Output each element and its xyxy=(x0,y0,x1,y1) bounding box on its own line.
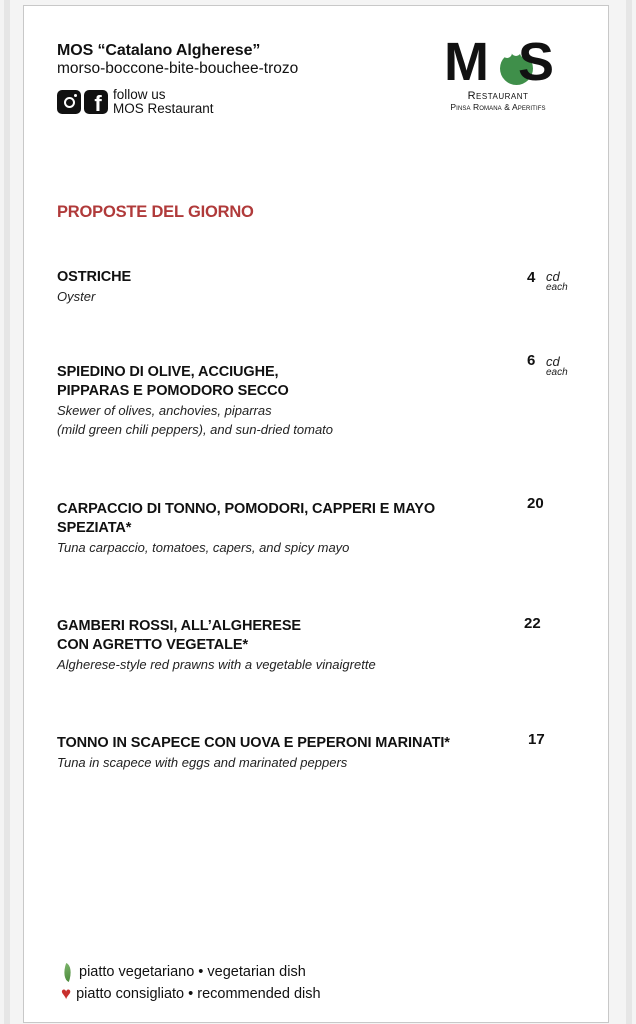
restaurant-tagline: morso-boccone-bite-bouchee-trozo xyxy=(57,60,299,77)
price-unit xyxy=(546,271,568,293)
legend-vegetarian xyxy=(61,961,321,983)
item-name: GAMBERI ROSSI, ALL’ALGHERESE xyxy=(57,618,301,634)
facebook-icon[interactable]: f xyxy=(84,90,108,114)
instagram-icon[interactable] xyxy=(57,90,81,114)
item-name: PIPPARAS E POMODORO SECCO xyxy=(57,383,289,399)
item-price: 17 xyxy=(528,731,545,748)
menu-page xyxy=(23,5,609,1023)
header-info xyxy=(57,42,298,116)
item-description: Tuna in scapece with eggs and marinated peppers xyxy=(57,755,348,770)
item-price: 6 xyxy=(527,352,536,369)
legend xyxy=(61,961,321,1005)
item-description: Tuna carpaccio, tomatoes, capers, and spicy mayo xyxy=(57,540,350,555)
unit-sub-label: each xyxy=(546,367,568,378)
item-description: Skewer of olives, anchovies, piparras xyxy=(57,403,272,418)
item-description: Oyster xyxy=(57,289,96,304)
legend-text: piatto consigliato • recommended dish xyxy=(76,986,321,1002)
viewer-edge-right xyxy=(626,0,632,1024)
menu-item xyxy=(57,617,577,674)
follow-us-text xyxy=(113,88,214,116)
viewer-edge-left xyxy=(4,0,10,1024)
mos-logo xyxy=(440,32,556,112)
item-name: CARPACCIO DI TONNO, POMODORI, CAPPERI E MAYO xyxy=(57,501,436,517)
unit-sub-label: each xyxy=(546,282,568,293)
item-price: 20 xyxy=(527,495,544,512)
legend-text: piatto vegetariano • vegetarian dish xyxy=(79,964,306,980)
unit-label: cd xyxy=(546,354,560,369)
heart-icon: ♥ xyxy=(61,984,72,1003)
logo-subtitle: Pinsa Romana & Aperitifs xyxy=(450,102,546,112)
unit-label: cd xyxy=(546,269,560,284)
social-links xyxy=(57,88,298,116)
follow-us-label: follow us xyxy=(113,87,166,102)
item-name: OSTRICHE xyxy=(57,269,132,285)
logo-letter-s: S xyxy=(518,32,553,92)
item-name: CON AGRETTO VEGETALE* xyxy=(57,637,248,653)
item-price: 22 xyxy=(524,615,541,632)
item-description: Algherese-style red prawns with a vegetable vinaigrette xyxy=(57,657,376,672)
item-name: SPIEDINO DI OLIVE, ACCIUGHE, xyxy=(57,364,279,380)
item-name: SPEZIATA* xyxy=(57,520,132,536)
menu-item xyxy=(57,268,577,306)
menu-item xyxy=(57,500,577,557)
item-description: (mild green chili peppers), and sun-dried tomato xyxy=(57,422,334,437)
restaurant-title: MOS “Catalano Algherese” xyxy=(57,42,261,59)
item-price: 4 xyxy=(527,269,536,286)
legend-recommended xyxy=(61,983,321,1005)
logo-mark xyxy=(440,32,556,92)
section-title: PROPOSTE DEL GIORNO xyxy=(57,203,254,221)
menu-item xyxy=(57,363,577,439)
logo-restaurant-text: Restaurant xyxy=(467,90,529,102)
leaf-icon xyxy=(60,962,74,981)
menu-item xyxy=(57,734,577,772)
item-name: TONNO IN SCAPECE CON UOVA E PEPERONI MARINATI* xyxy=(57,735,450,751)
social-account-name: MOS Restaurant xyxy=(113,101,214,116)
logo-letter-m: M xyxy=(444,32,487,92)
price-unit xyxy=(546,356,568,378)
